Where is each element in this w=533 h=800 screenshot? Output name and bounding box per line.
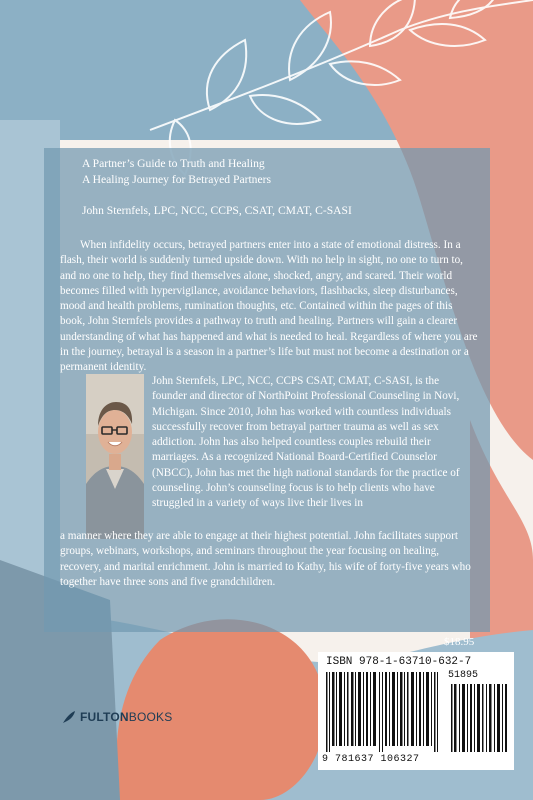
book-subtitle-line2: A Healing Journey for Betrayed Partners [82, 173, 271, 186]
back-cover-text-panel [44, 148, 490, 632]
book-subtitle-line1: A Partner’s Guide to Truth and Healing [82, 157, 265, 170]
book-description: When infidelity occurs, betrayed partners enter into a state of emotional distress. In a flash, their world is suddenly turned upside down. With no help in sight, no one to turn to, and no one to help, they find themselves alone, shocked, angry, and scared. Their world becomes filled with hypervigilance, avoidance behaviors, flashbacks, sleep disturbances, mood and health problems, rumination thoughts, etc. Contained within the pages of this book, John Sternfels provides a pathway to truth and healing. Partners will gain a clearer understanding of what has happened and what is needed to heal. Regardless of where you are in the journey, betrayal is a season in a partner’s life but must not become a destination or a permanent identity. [60, 239, 478, 374]
publisher-logo [62, 710, 172, 724]
barcode-bars [324, 672, 444, 752]
isbn-barcode [318, 652, 514, 770]
author-bio-continued: a manner where they are able to engage at their highest potential. John facilitates support groups, webinars, workshops, and seminars throughout the year focusing on healing, recovery, and marital enrichment. John is married to Kathy, his wife of forty-five years who together have three sons and five grandchildren. [60, 530, 471, 588]
quill-icon [62, 710, 76, 724]
isbn-digits: 9 781637 106327 [322, 754, 420, 765]
price-label: $18.95 [444, 636, 475, 648]
author-bio-beside-photo: John Sternfels, LPC, NCC, CCPS CSAT, CMAT, C-SASI, is the founder and director of NorthPoint Professional Counseling in Novi, Michigan. Since 2010, John has worked with countless individuals successfully recover from betrayal partner trauma as well as sex addiction. John has also helped countless couples rebuild their marriages. As a recognized National Board-Certified Counselor (NBCC), John has met the high national standards for the practice of counseling. John’s counseling focus is to help clients who have struggled in a variety of ways live their lives in [152, 375, 460, 510]
author-credentials: John Sternfels, LPC, NCC, CCPS, CSAT, CMAT, C-SASI [82, 204, 352, 217]
addon-barcode-bars [450, 684, 508, 752]
publisher-name-fulton: FULTON [80, 710, 129, 724]
price-code: 51895 [448, 670, 479, 681]
isbn-label: ISBN 978-1-63710-632-7 [326, 656, 472, 668]
publisher-name-books: BOOKS [128, 710, 173, 724]
title-block [82, 156, 271, 188]
author-photo [86, 374, 144, 539]
